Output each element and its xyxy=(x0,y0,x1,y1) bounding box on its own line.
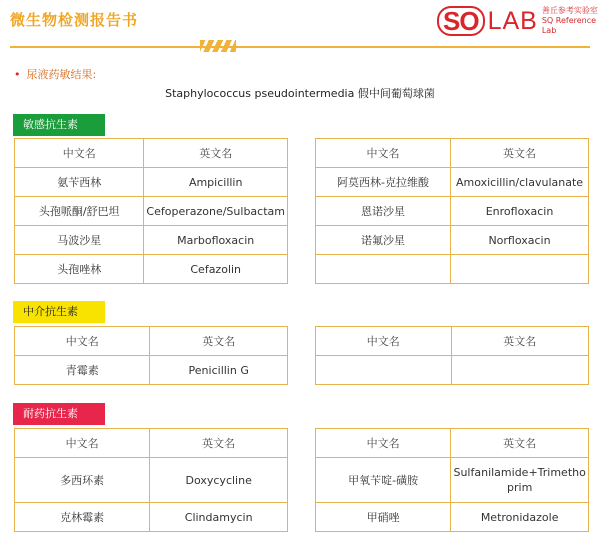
table-row xyxy=(316,226,589,255)
drug-en-name: Cefazolin xyxy=(144,255,288,284)
section-title: • 尿液药敏结果: xyxy=(14,66,96,82)
drug-en-name: Doxycycline xyxy=(150,458,288,503)
intermediate-table-left xyxy=(14,326,288,385)
column-header-cn: 中文名 xyxy=(15,429,150,458)
drug-en-name: Penicillin G xyxy=(150,356,288,385)
intermediate-antibiotics-tag: 中介抗生素 xyxy=(13,301,105,323)
drug-en-name: Metronidazole xyxy=(451,503,589,532)
drug-en-name: Clindamycin xyxy=(150,503,288,532)
table-row xyxy=(15,168,288,197)
table-header-row xyxy=(15,139,288,168)
sensitive-table-left xyxy=(14,138,288,284)
logo-en-name: SQ Reference Lab xyxy=(541,16,597,35)
header-divider xyxy=(10,46,590,48)
drug-cn-name: 甲氧苄啶-磺胺 xyxy=(316,458,451,503)
drug-en-name: Sulfanilamide+Trimethoprim xyxy=(451,458,589,503)
table-header-row xyxy=(15,429,288,458)
drug-en-name: Cefoperazone/Sulbactam xyxy=(144,197,288,226)
column-header-en: 英文名 xyxy=(451,139,589,168)
organism-name: Staphylococcus pseudointermedia 假中间葡萄球菌 xyxy=(165,87,435,100)
so-lab-logo xyxy=(437,4,600,38)
table-row xyxy=(316,356,589,385)
logo-lab-text: LAB xyxy=(487,6,538,35)
drug-cn-name: 头孢哌酮/舒巴坦 xyxy=(15,197,144,226)
drug-en-name: Ampicillin xyxy=(144,168,288,197)
resistant-antibiotics-tag: 耐药抗生素 xyxy=(13,403,105,425)
table-header-row xyxy=(316,327,589,356)
table-header-row xyxy=(15,327,288,356)
drug-en-name: Enrofloxacin xyxy=(451,197,589,226)
table-row xyxy=(15,197,288,226)
column-header-cn: 中文名 xyxy=(316,429,451,458)
drug-cn-name: 阿莫西林-克拉维酸 xyxy=(316,168,451,197)
drug-cn-name: 甲硝唑 xyxy=(316,503,451,532)
drug-en-name xyxy=(451,356,589,385)
column-header-en: 英文名 xyxy=(144,139,288,168)
drug-cn-name: 多西环素 xyxy=(15,458,150,503)
drug-en-name: Marbofloxacin xyxy=(144,226,288,255)
sensitive-table-right xyxy=(315,138,589,284)
logo-so-mark: SO xyxy=(437,6,485,36)
column-header-en: 英文名 xyxy=(451,327,589,356)
table-row xyxy=(15,503,288,532)
table-header-row xyxy=(316,139,589,168)
table-row xyxy=(316,503,589,532)
table-row xyxy=(15,226,288,255)
table-row xyxy=(15,458,288,503)
table-header-row xyxy=(316,429,589,458)
table-row xyxy=(15,356,288,385)
column-header-en: 英文名 xyxy=(451,429,589,458)
column-header-cn: 中文名 xyxy=(15,139,144,168)
drug-cn-name: 马波沙星 xyxy=(15,226,144,255)
logo-cn-name: 善丘参考实验室 xyxy=(541,6,598,15)
drug-cn-name xyxy=(316,255,451,284)
intermediate-table-right xyxy=(315,326,589,385)
sensitive-antibiotics-tag: 敏感抗生素 xyxy=(13,114,105,136)
column-header-cn: 中文名 xyxy=(316,139,451,168)
report-title: 微生物检测报告书 xyxy=(10,11,139,29)
drug-en-name xyxy=(451,255,589,284)
column-header-cn: 中文名 xyxy=(15,327,150,356)
header-stripe-decoration xyxy=(200,40,236,52)
drug-cn-name xyxy=(316,356,452,385)
drug-cn-name: 氨苄西林 xyxy=(15,168,144,197)
table-row xyxy=(316,255,589,284)
drug-cn-name: 头孢唑林 xyxy=(15,255,144,284)
column-header-en: 英文名 xyxy=(150,429,288,458)
drug-cn-name: 恩诺沙星 xyxy=(316,197,451,226)
drug-cn-name: 诺氟沙星 xyxy=(316,226,451,255)
resistant-table-right xyxy=(315,428,589,532)
table-row xyxy=(316,458,589,503)
table-row xyxy=(316,168,589,197)
resistant-table-left xyxy=(14,428,288,532)
column-header-en: 英文名 xyxy=(150,327,288,356)
drug-en-name: Norfloxacin xyxy=(451,226,589,255)
drug-cn-name: 克林霉素 xyxy=(15,503,150,532)
table-row xyxy=(316,197,589,226)
drug-en-name: Amoxicillin/clavulanate xyxy=(451,168,589,197)
logo-subtitle xyxy=(542,6,600,36)
column-header-cn: 中文名 xyxy=(316,327,452,356)
drug-cn-name: 青霉素 xyxy=(15,356,150,385)
table-row xyxy=(15,255,288,284)
